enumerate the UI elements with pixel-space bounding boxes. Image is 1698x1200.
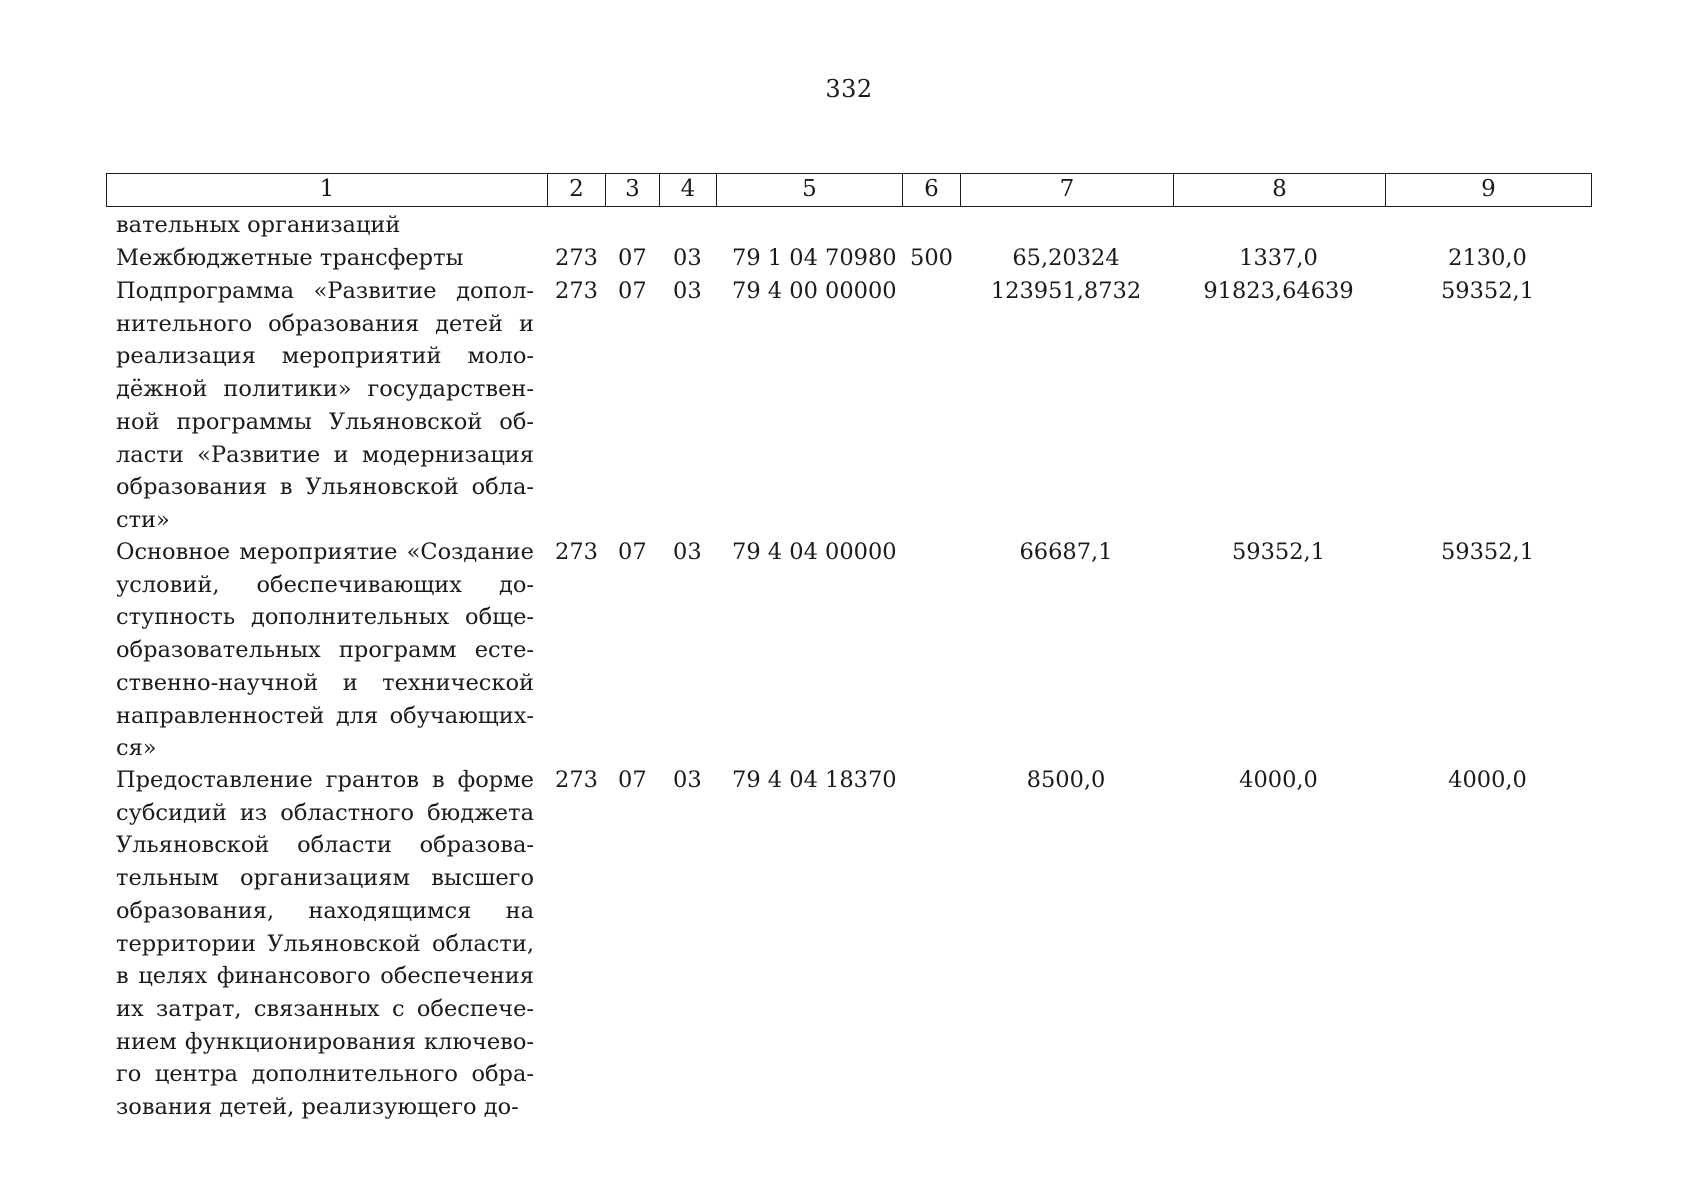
header-col-3: 3	[625, 176, 640, 202]
row-value-9: 2130,0	[1448, 245, 1527, 271]
row-value-8: 59352,1	[1231, 539, 1326, 565]
row-name: Основное мероприятие «Создание условий, обеспечивающих доступность дополнительных общеобразовательных программ естественно-научной и технической направленностей для обучающихся»	[116, 539, 534, 762]
header-col-6: 6	[924, 176, 939, 202]
row-code-4: 03	[673, 539, 702, 565]
row-code-5: 79 4 04 00000	[732, 539, 897, 565]
header-col-9: 9	[1481, 176, 1496, 202]
row-code-2: 273	[555, 245, 598, 271]
row-name: вательных организаций	[116, 212, 401, 238]
row-code-2: 273	[555, 539, 598, 565]
header-col-1: 1	[319, 176, 335, 202]
row-value-7: 65,20324	[1012, 245, 1120, 271]
row-code-3: 07	[618, 767, 647, 793]
row-code-4: 03	[673, 767, 702, 793]
row-code-4: 03	[673, 245, 702, 271]
row-code-5: 79 4 04 18370	[732, 767, 897, 793]
row-code-6: 500	[910, 245, 953, 271]
row-value-8: 4000,0	[1239, 767, 1318, 793]
row-value-8: 91823,64639	[1203, 278, 1354, 304]
row-code-3: 07	[618, 539, 647, 565]
row-name: Межбюджетные трансферты	[116, 245, 464, 271]
row-value-7: 123951,8732	[990, 278, 1142, 304]
row-code-5: 79 4 00 00000	[732, 278, 897, 304]
row-code-2: 273	[555, 278, 598, 304]
row-value-7: 66687,1	[1019, 539, 1113, 565]
header-col-4: 4	[680, 176, 696, 202]
row-value-9: 4000,0	[1448, 767, 1527, 793]
row-value-7: 8500,0	[1026, 767, 1106, 793]
header-col-2: 2	[569, 176, 584, 202]
row-value-8: 1337,0	[1239, 245, 1318, 271]
row-code-3: 07	[618, 278, 647, 304]
page-number: 332	[825, 75, 873, 103]
row-code-2: 273	[555, 767, 598, 793]
row-name: Подпрограмма «Развитие дополнительного образования детей и реализация мероприятий молодёжной политики» государственной программы Ульяновской области «Развитие и модернизация образования в Ульяновской области»	[116, 278, 534, 533]
row-code-5: 79 1 04 70980	[732, 245, 897, 271]
header-col-7: 7	[1059, 176, 1075, 202]
row-code-3: 07	[618, 245, 647, 271]
table-header	[106, 173, 1592, 207]
row-value-9: 59352,1	[1440, 539, 1535, 565]
row-name: Предоставление грантов в форме субсидий из областного бюджета Ульяновской области образовательным организациям высшего образования, находящимся на территории Ульяновской области, в целях финансового обеспечения их затрат, связанных с обеспечением функционирования ключевого центра дополнительного образования детей, реализующего до-	[116, 767, 534, 1121]
header-col-8: 8	[1272, 176, 1287, 202]
row-value-9: 59352,1	[1440, 278, 1535, 304]
header-col-5: 5	[802, 176, 817, 202]
row-code-4: 03	[673, 278, 702, 304]
